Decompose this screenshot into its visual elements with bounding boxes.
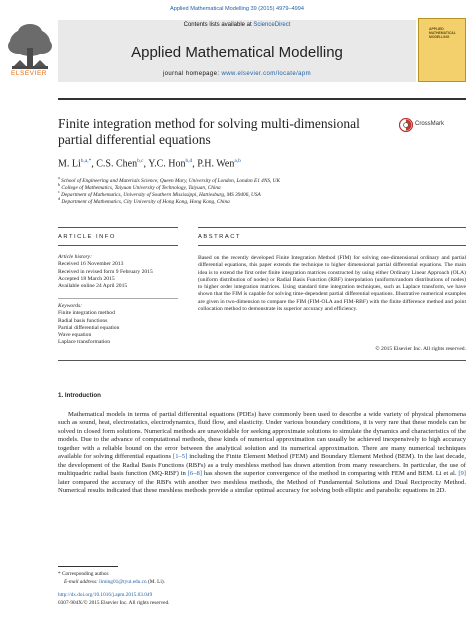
author-separator: ,: [192, 158, 198, 170]
author-separator: ,: [143, 158, 149, 170]
intro-text: later compared the accuracy of the RBFs with another two meshless methods, the Method of Fundamental Solutions and Dual Reciprocity Method. Numerical results indicated that these meshless methods provide a similar optimal accuracy for solving both elliptic and parabolic equations in 2D.: [58, 478, 466, 495]
footnote-rule: [58, 566, 118, 567]
affiliation-mark: c: [58, 189, 60, 194]
author-marks[interactable]: b,c: [137, 158, 144, 164]
abstract-heading: ABSTRACT: [198, 234, 241, 240]
author-name[interactable]: Y.C. Hon: [148, 158, 186, 170]
history-item: Available online 24 April 2015: [58, 283, 128, 290]
affiliation-text: Department of Mathematics, City University of Hong Kong, Hong Kong, China: [61, 198, 230, 205]
article-info-rule: [58, 245, 178, 246]
journal-citation[interactable]: Applied Mathematical Modelling 39 (2015) 4979–4994: [169, 6, 305, 12]
abstract-text: Based on the recently developed Finite Integration Method (FIM) for solving one-dimensional ordinary and partial differential equations, this paper extends the technique to higher dimensional partial differential equations. The main idea is to extend the first order finite integration matrices constructed by using either Ordinary Linear Approach (OLA) (uniform distribution of nodes) or Radial Basis Function (RBF) interpolation (uniform/random distributions of nodes) to higher order integration matrices. Using standard time integration techniques, such as Laplace transform, we have shown that the FIM is capable for solving time-dependent partial differential equations. Illustrative numerical examples are given in two-dimension to compare the FIM (FIM-OLA and FIM-RBF) with the finite difference method and point collocation method to demonstrate its superior accuracy and efficiency.: [198, 255, 466, 313]
affiliation-text: Department of Mathematics, University of Southern Mississippi, Hattiesburg, MS 39406, USA: [61, 191, 261, 198]
history-label: Article history:: [58, 254, 93, 260]
author-email-link[interactable]: liming01@tyut.edu.cn: [99, 579, 147, 585]
email-label: E-mail address:: [64, 579, 100, 585]
keyword-item: Laplace transformation: [58, 339, 111, 346]
intro-text: Mathematical models in terms of partial differential equations (PDEs) have commonly been used to describe a wide variety of physical phenomena such as sound, heat, electrostatics, electrodynamics, fluid flow, and elasticity. Under various boundary conditions, it is very rare that these models can be solved in closed form solutions. Numerical methods are unavoidable for seeking approximate solutions to simulate the dynamics and characteristics of the models. Due to the advance of computational methods, these kinds of numerical approximation can usually be achieved inexpensively to high accuracy together with a reliable bound on the error between the analytical solution and its numerical approximation. There are many numerical techniques available for solving differential equations: [58, 411, 466, 461]
affiliation: [58, 196, 458, 205]
elsevier-wordmark: ELSEVIER: [10, 70, 48, 77]
homepage-prefix: journal homepage:: [162, 71, 222, 77]
doi-link[interactable]: http://dx.doi.org/10.1016/j.apm.2015.03.049: [58, 592, 153, 598]
article-history: [58, 254, 178, 290]
keywords-block: [58, 303, 178, 347]
journal-homepage-link[interactable]: www.elsevier.com/locate/apm: [221, 71, 312, 77]
journal-cover-thumbnail[interactable]: [418, 18, 466, 82]
keywords-divider: [58, 298, 178, 299]
article-title: Finite integration method for solving multi-dimensional partial differential equations: [58, 116, 360, 147]
cover-title: APPLIED MATHEMATICAL MODELLING: [429, 27, 456, 39]
affiliation-text: College of Mathematics, Taiyuan University of Technology, Taiyuan, China: [61, 184, 221, 191]
journal-name: Applied Mathematical Modelling: [131, 44, 343, 61]
masthead-divider: [58, 98, 466, 100]
masthead: [58, 20, 416, 82]
contents-prefix: Contents lists available at: [183, 22, 254, 28]
introduction-heading: 1. Introduction: [58, 392, 101, 399]
sciencedirect-link[interactable]: ScienceDirect: [253, 22, 291, 28]
abstract-copyright: © 2015 Elsevier Inc. All rights reserved.: [375, 346, 466, 352]
email-suffix: (M. Li).: [146, 579, 165, 585]
intro-text: has shown the superior convergence of the method in comparing with FEM and BEM. Li et al.: [201, 470, 459, 478]
history-item: Received 16 November 2013: [58, 261, 124, 268]
citation-link[interactable]: [1–5]: [173, 453, 188, 461]
history-item: Received in revised form 9 February 2015: [58, 268, 153, 275]
citation-link[interactable]: [9]: [458, 470, 467, 478]
keyword-item: Partial differential equation: [58, 324, 120, 331]
author-marks[interactable]: b,a,*: [80, 158, 92, 164]
author-name[interactable]: P.H. Wen: [197, 158, 235, 170]
front-matter-divider: [58, 360, 466, 361]
affiliation-mark: a: [58, 175, 60, 180]
contents-line: [58, 22, 416, 28]
keyword-item: Wave equation: [58, 332, 92, 339]
article-info-rule: [58, 227, 178, 228]
keyword-item: Finite integration method: [58, 310, 115, 317]
author-marks[interactable]: b,d: [185, 158, 193, 164]
affiliation-mark: b: [58, 182, 60, 187]
keywords-label: Keywords:: [58, 303, 83, 309]
crossmark-label: CrossMark: [415, 121, 445, 127]
author-list: [58, 158, 458, 169]
article-info-heading: ARTICLE INFO: [58, 234, 116, 240]
author-separator: ,: [91, 158, 97, 170]
author-name[interactable]: M. Li: [58, 158, 81, 170]
introduction-paragraph: [58, 411, 466, 496]
crossmark-button[interactable]: [399, 118, 469, 132]
affiliation-mark: d: [58, 196, 60, 201]
citation-link[interactable]: [6–8]: [187, 470, 202, 478]
email-note: [58, 579, 464, 585]
journal-homepage-line: [58, 71, 416, 77]
corresponding-author-note: * Corresponding author.: [58, 571, 110, 577]
crossmark-icon: [399, 118, 413, 132]
affiliation-text: School of Engineering and Materials Science, Queen Mary, University of London, London E1 4NS, UK: [61, 177, 281, 184]
author-name[interactable]: C.S. Chen: [96, 158, 138, 170]
keyword-item: Radial basis functions: [58, 317, 108, 324]
abstract-rule: [198, 245, 466, 246]
issn-line: 0307-904X/© 2015 Elsevier Inc. All rights reserved.: [58, 600, 170, 606]
abstract-rule: [198, 227, 466, 228]
author-marks[interactable]: a,b: [234, 158, 241, 164]
intro-text: including the Finite Element Method (FEM) and Boundary Element Method (BEM). In the last decade, the development of the Radial Basis Functions (RBFs) as a truly meshless method has drawn attention from many researchers. In particular, the use of multiquadric radial basis function (MQ-RBF) in: [58, 453, 467, 478]
history-item: Accepted 18 March 2015: [58, 275, 115, 282]
